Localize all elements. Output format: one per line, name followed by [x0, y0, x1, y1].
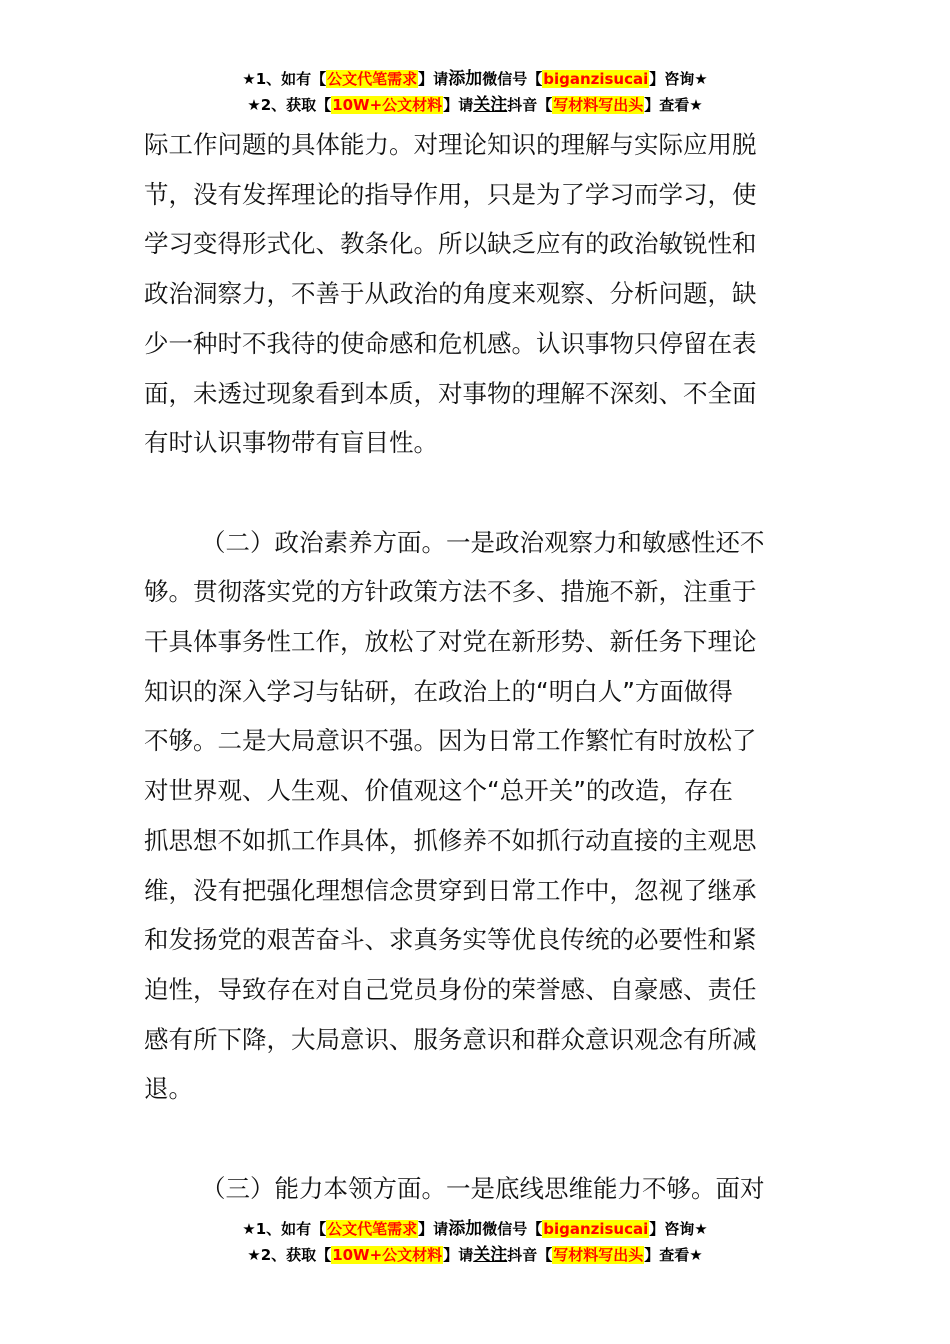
text-line: 少一种时不我待的使命感和危机感。认识事物只停留在表 — [144, 328, 757, 358]
text-line: 感有所下降，大局意识、服务意识和群众意识观念有所减 — [144, 1024, 757, 1054]
emphasis-text: 添加 — [448, 1219, 483, 1239]
banner-text: 微信号【 — [482, 70, 543, 88]
text-line: 对世界观、人生观、价值观这个“总开关”的改造，存在 — [144, 776, 733, 806]
emphasis-text: 关注 — [473, 1245, 508, 1265]
banner-text: ★1、如有【 — [242, 1220, 327, 1238]
text-line: 际工作问题的具体能力。对理论知识的理解与实际应用脱 — [144, 130, 757, 159]
text-line: 知识的深入学习与钻研，在政治上的“明白人”方面做得 — [144, 676, 733, 706]
highlight-text: biganzisucai — [543, 70, 649, 88]
paragraph-1 — [144, 120, 808, 468]
text-line: 有时认识事物带有盲目性。 — [144, 428, 438, 458]
text-line: 面，未透过现象看到本质，对事物的理解不深刻、不全面 — [144, 378, 757, 408]
highlight-text: 写材料写出头 — [553, 96, 644, 114]
document-body — [144, 120, 808, 1213]
banner-text: ★2、获取【 — [247, 1246, 332, 1264]
banner-text: 】请 — [418, 70, 449, 88]
text-line: 节，没有发挥理论的指导作用，只是为了学习而学习，使 — [144, 179, 757, 209]
banner-text: 抖音【 — [507, 1246, 553, 1264]
highlight-text: 10W+公文材料 — [332, 1246, 443, 1264]
text-line: 和发扬党的艰苦奋斗、求真务实等优良传统的必要性和紧 — [144, 925, 757, 955]
text-line: （二）政治素养方面。一是政治观察力和敏感性还不 — [201, 527, 765, 557]
emphasis-text: 添加 — [448, 69, 483, 89]
banner-line-2 — [0, 92, 950, 118]
banner-line-2 — [0, 1242, 950, 1268]
banner-text: 】请 — [443, 96, 474, 114]
emphasis-text: 关注 — [473, 95, 508, 115]
banner-text: 】咨询★ — [649, 70, 708, 88]
banner-text: ★1、如有【 — [242, 70, 327, 88]
paragraph-3 — [144, 1164, 808, 1214]
text-line: 干具体事务性工作，放松了对党在新形势、新任务下理论 — [144, 627, 757, 657]
text-line: （三）能力本领方面。一是底线思维能力不够。面对 — [201, 1173, 765, 1203]
banner-text: ★2、获取【 — [247, 96, 332, 114]
text-line: 迫性，导致存在对自己党员身份的荣誉感、自豪感、责任 — [144, 974, 757, 1004]
banner-text: 】查看★ — [644, 1246, 703, 1264]
banner-text: 微信号【 — [482, 1220, 543, 1238]
text-line: 学习变得形式化、教条化。所以缺乏应有的政治敏锐性和 — [144, 229, 757, 259]
paragraph-2 — [144, 518, 808, 1114]
highlight-text: 写材料写出头 — [553, 1246, 644, 1264]
text-line: 抓思想不如抓工作具体，抓修养不如抓行动直接的主观思 — [144, 825, 757, 855]
highlight-text: 公文代笔需求 — [327, 1220, 418, 1238]
text-line: 不够。二是大局意识不强。因为日常工作繁忙有时放松了 — [144, 726, 757, 756]
paragraph-gap — [144, 1114, 808, 1164]
footer-banner — [0, 1216, 950, 1268]
text-line: 退。 — [144, 1074, 193, 1104]
highlight-text: biganzisucai — [543, 1220, 649, 1238]
highlight-text: 公文代笔需求 — [327, 70, 418, 88]
banner-text: 抖音【 — [507, 96, 553, 114]
header-banner — [0, 66, 950, 118]
banner-text: 】咨询★ — [649, 1220, 708, 1238]
banner-line-1 — [0, 66, 950, 92]
banner-text: 】查看★ — [644, 96, 703, 114]
banner-text: 】请 — [418, 1220, 449, 1238]
highlight-text: 10W+公文材料 — [332, 96, 443, 114]
text-line: 维，没有把强化理想信念贯穿到日常工作中，忽视了继承 — [144, 875, 757, 905]
banner-line-1 — [0, 1216, 950, 1242]
text-line: 政治洞察力，不善于从政治的角度来观察、分析问题，缺 — [144, 279, 757, 309]
banner-text: 】请 — [443, 1246, 474, 1264]
paragraph-gap — [144, 468, 808, 518]
text-line: 够。贯彻落实党的方针政策方法不多、措施不新，注重于 — [144, 577, 757, 607]
